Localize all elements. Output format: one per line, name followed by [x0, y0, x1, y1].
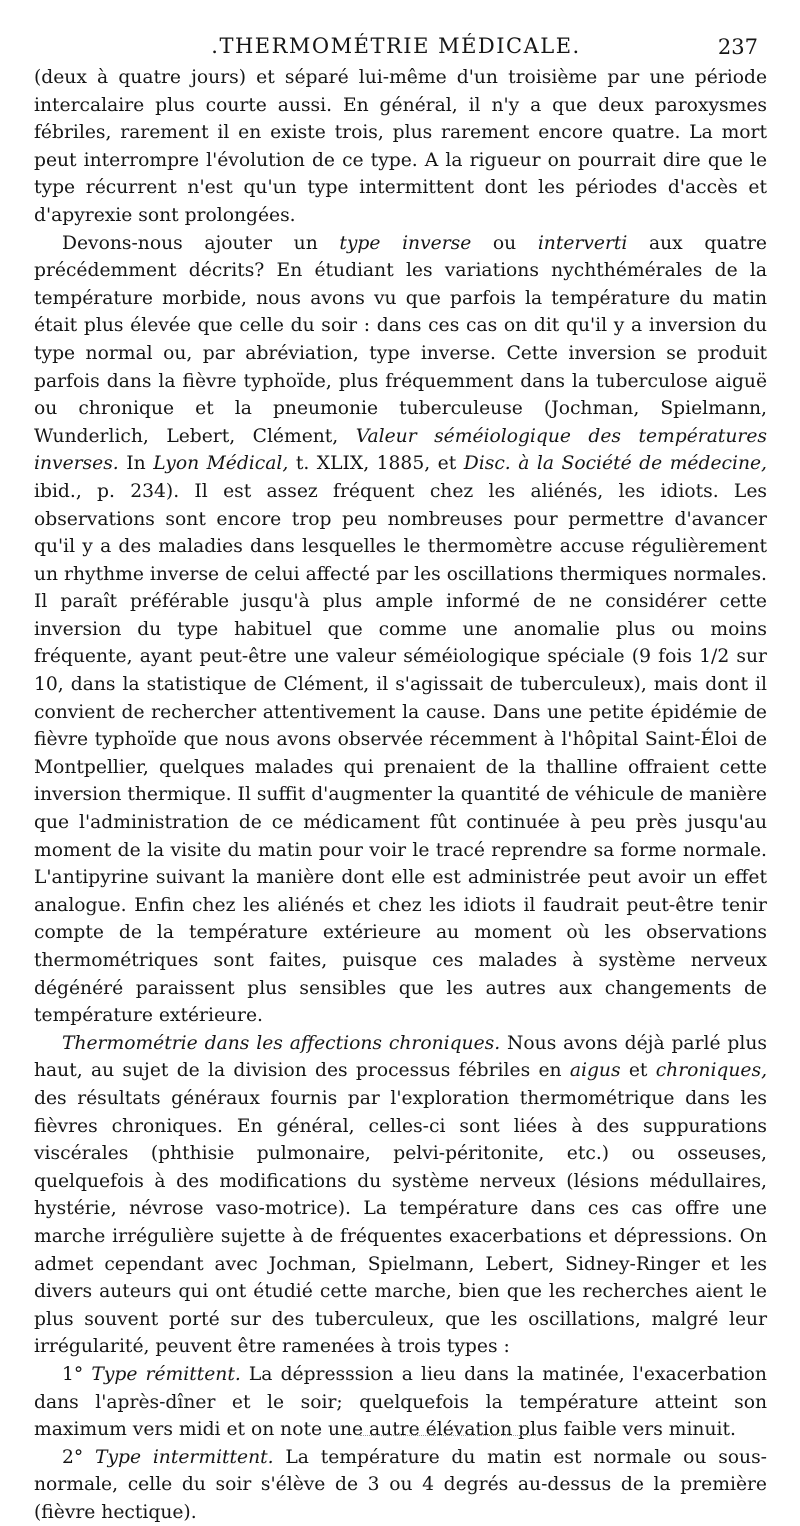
text-run: In	[118, 453, 154, 475]
text-run: ibid., p. 234). Il est assez fréquent chez les aliénés, les idiots. Les observations sont encore trop peu nombreuses pour permettre d'avancer qu'il y a des maladies dans lesquelles le thermomètre accuse régulièrement un rhythme inverse de celui affecté par les oscillations thermiques normales. Il paraît préférable jusqu'à plus ample informé de ne considérer cette inversion du type habituel que comme une anomalie plus ou moins fréquente, ayant peut-être une valeur séméiologique spéciale (9 fois 1/2 sur 10, dans la statistique de Clément, il s'agissait de tuberculeux), mais dont il convient de rechercher attentivement la cause. Dans une petite épidémie de fièvre typhoïde que nous avons observée récemment à l'hôpital Saint-Éloi de Montpellier, quelques malades qui prenaient de la thalline offraient cette inversion thermique. Il suffit d'augmenter la quantité de véhicule de manière que l'administration de ce médicament fût continuée à peu près jusqu'au moment de la visite du matin pour voir le tracé reprendre sa forme normale. L'antipyrine suivant la manière dont elle est administrée peut avoir un effet analogue. Enfin chez les aliénés et chez les idiots il faudrait peut-être tenir compte de la température extérieure au moment où les observations thermométriques sont faites, puisque ces malades à système nerveux dégénéré paraissent plus sensibles que les autres aux changements de température extérieure.	[34, 480, 767, 1027]
italic-term: chroniques,	[655, 1060, 768, 1082]
italic-section-heading: Thermométrie dans les affections chroniques.	[62, 1032, 501, 1054]
text-run: Devons-nous ajouter un	[62, 232, 340, 254]
text-run: et	[620, 1060, 656, 1082]
paragraph-chronic-affections	[34, 1030, 767, 1361]
text-run: ou	[471, 232, 538, 254]
text-run: Nous avons déjà parlé plus haut, au sujet de la division des processus fébriles en	[34, 1032, 767, 1082]
italic-term: aigus	[569, 1060, 621, 1082]
text-run: aux quatre précédemment décrits? En étudiant les variations nychthémérales de la température morbide, nous avons vu que parfois la température du matin était plus élevée que celle du soir : dans ces cas on dit qu'il y a inversion du type normal ou, par abréviation, type inverse. Cette inversion se produit parfois dans la fièvre typhoïde, plus fréquemment dans la tuberculose aiguë ou chronique et la pneumonie tuberculeuse (Jochman, Spielmann, Wunderlich, Lebert, Clément,	[34, 232, 767, 447]
page-body	[34, 64, 767, 1526]
italic-term: type inverse	[339, 232, 472, 254]
paragraph-recurrent-type	[34, 64, 767, 230]
running-title: .THERMOMÉTRIE MÉDICALE.	[211, 34, 581, 58]
footer-rule	[360, 1435, 540, 1436]
text-run: La dépresssion a lieu dans la matinée, l'exacerbation dans l'après-dîner et le soir; quelquefois la température atteint son maximum vers midi et on note une autre élévation plus faible vers minuit.	[34, 1363, 767, 1441]
italic-citation: Disc. à la Société de médecine,	[463, 453, 767, 475]
italic-citation: Valeur séméiologique des températures inverses.	[34, 425, 767, 475]
text-run: t. XLIX, 1885, et	[288, 453, 464, 475]
paragraph-intermittent-type	[34, 1444, 767, 1526]
italic-citation: Lyon Médical,	[153, 453, 289, 475]
italic-term: interverti	[537, 232, 628, 254]
text-run: La température du matin est normale ou sous-normale, celle du soir s'élève de 3 ou 4 degrés au-dessus de la première (fièvre hectique).	[34, 1446, 767, 1523]
paragraph-remittent-type	[34, 1361, 767, 1444]
text-run: des résultats généraux fournis par l'exploration thermométrique dans les fièvres chroniques. En général, celles-ci sont liées à des suppurations viscérales (phthisie pulmonaire, pelvi-péritonite, etc.) ou osseuses, quelquefois à des modifications du système nerveux (lésions médullaires, hystérie, névrose vaso-motrice). La température dans ces cas offre une marche irrégulière sujette à de fréquentes exacerbations et dépressions. On admet cependant avec Jochman, Spielmann, Lebert, Sidney-Ringer et les divers auteurs qui ont étudié cette marche, bien que les recherches aient le plus souvent porté sur des tuberculeux, que les oscillations, malgré leur irrégularité, peuvent être ramenées à trois types :	[34, 1087, 767, 1358]
page-number: 237	[717, 35, 758, 59]
paragraph-text: (deux à quatre jours) et séparé lui-même d'un troisième par une période intercalaire plus courte aussi. En général, il n'y a que deux paroxysmes fébriles, rarement il en existe trois, plus rarement encore quatre. La mort peut interrompre l'évolution de ce type. A la rigueur on pourrait dire que le type récurrent n'est qu'un type intermittent dont les périodes d'accès et d'apyrexie sont prolongées.	[34, 67, 767, 226]
page-header	[34, 34, 758, 64]
paragraph-inverse-type	[34, 230, 767, 1030]
italic-term: Type rémittent.	[91, 1363, 241, 1385]
item-number: 2°	[62, 1446, 84, 1468]
italic-term: Type intermittent.	[95, 1446, 274, 1468]
item-number: 1°	[62, 1363, 84, 1385]
